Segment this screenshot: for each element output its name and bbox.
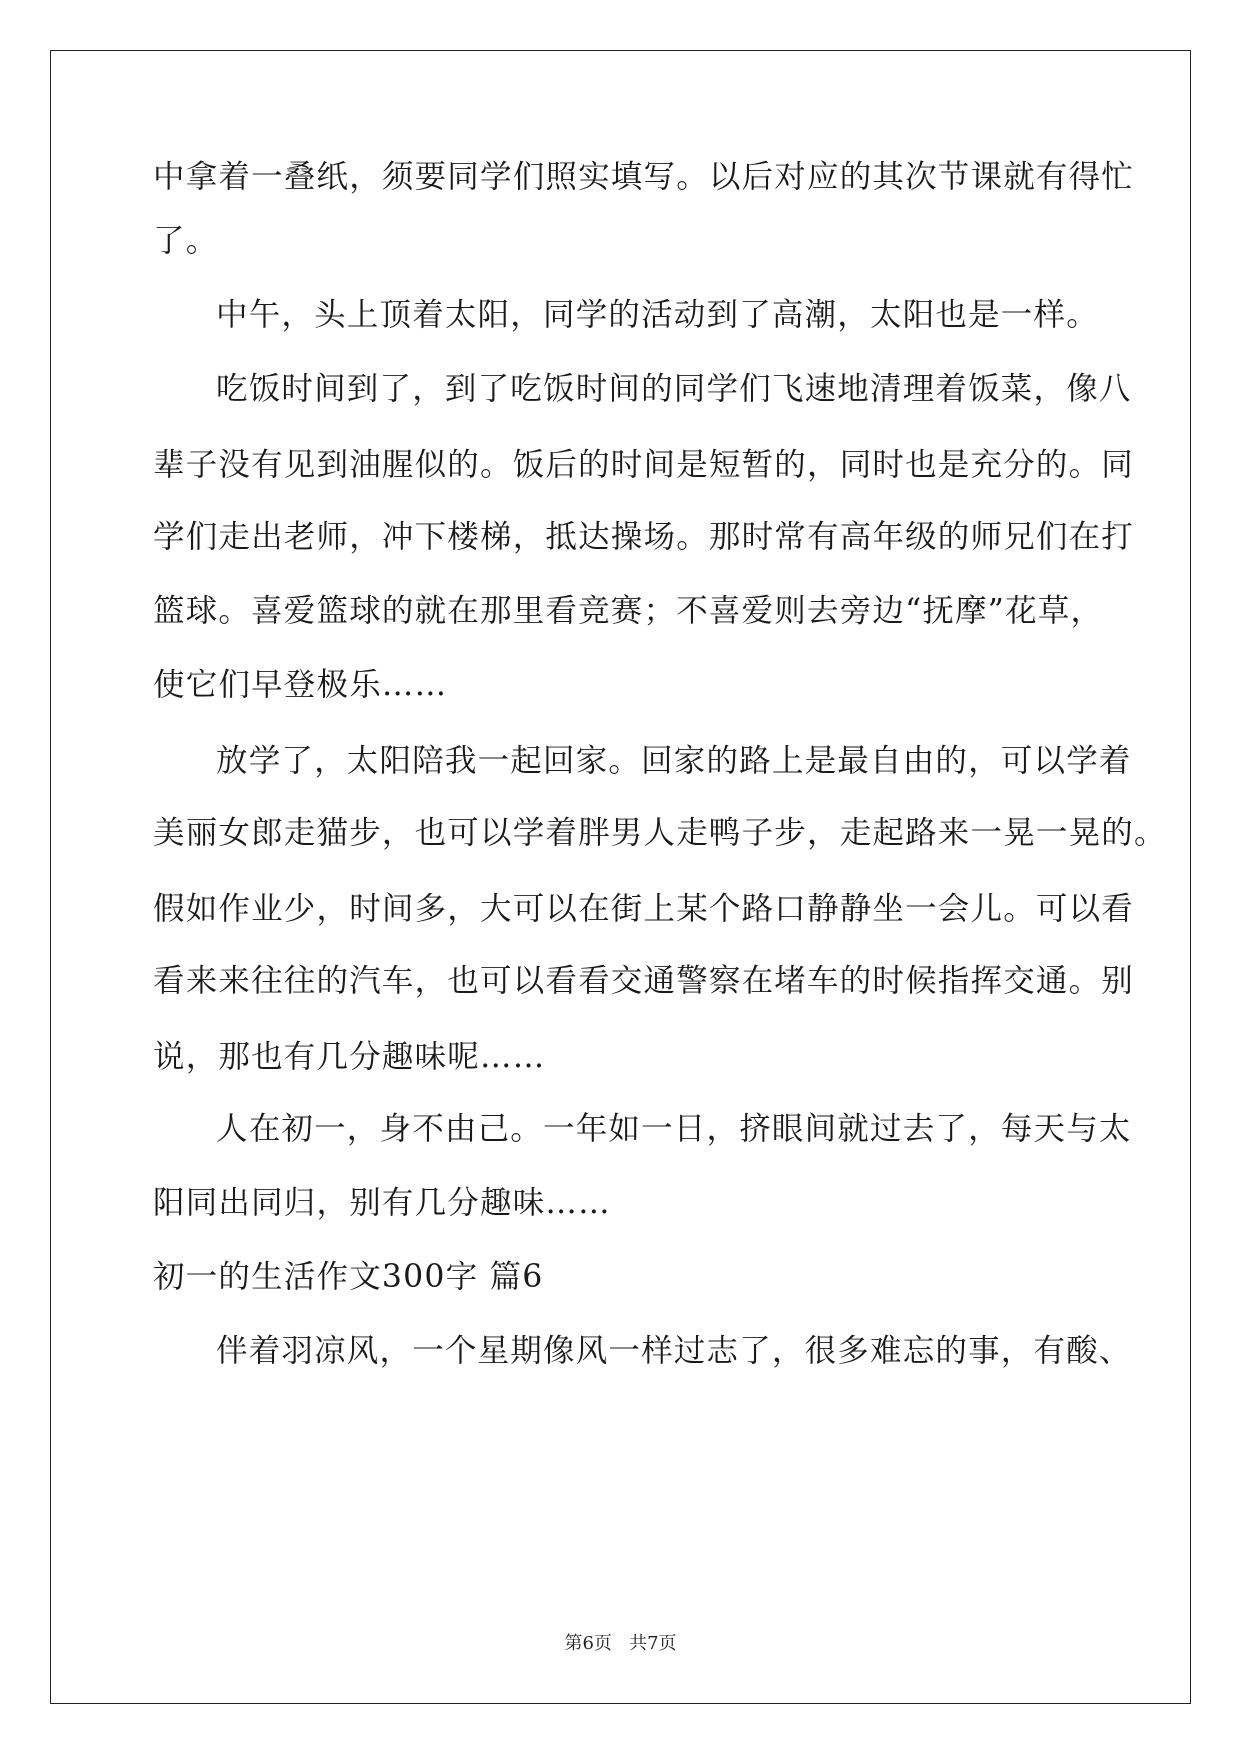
- paragraph-start-line: 人在初一，身不由己。一年如一日，挤眼间就过去了，每天与太: [216, 1111, 1132, 1147]
- paragraph-start-line: 伴着羽凉风，一个星期像风一样过志了，很多难忘的事，有酸、: [216, 1333, 1132, 1369]
- text-line: 美丽女郎走猫步，也可以学着胖男人走鸭子步，走起路来一晃一晃的。: [153, 815, 1167, 851]
- text-line: 说，那也有几分趣味呢……: [153, 1039, 546, 1075]
- paragraph-start-line: 吃饭时间到了，到了吃饭时间的同学们飞速地清理着饭菜，像八: [216, 371, 1132, 407]
- page-number: 第6页: [564, 1633, 612, 1654]
- paragraph-start-line: 放学了，太阳陪我一起回家。回家的路上是最自由的，可以学着: [216, 743, 1132, 779]
- text-line: 阳同出同归，别有几分趣味……: [153, 1185, 611, 1221]
- section-heading: 初一的生活作文300字 篇6: [153, 1259, 544, 1295]
- text-line: 篮球。喜爱篮球的就在那里看竞赛；不喜爱则去旁边“抚摩”花草，: [153, 593, 1104, 629]
- text-line: 使它们早登极乐……: [153, 667, 448, 703]
- page-footer: [0, 1632, 1241, 1656]
- text-line: 看来来往往的汽车，也可以看看交通警察在堵车的时候指挥交通。别: [153, 963, 1135, 999]
- text-line: 假如作业少，时间多，大可以在街上某个路口静静坐一会儿。可以看: [153, 891, 1135, 927]
- text-line: 中拿着一叠纸，须要同学们照实填写。以后对应的其次节课就有得忙: [153, 159, 1135, 195]
- text-line: 辈子没有见到油腥似的。饭后的时间是短暂的，同时也是充分的。同: [153, 447, 1135, 483]
- page-total: 共7页: [629, 1633, 677, 1654]
- text-line: 了。: [153, 223, 219, 259]
- text-line: 学们走出老师，冲下楼梯，抵达操场。那时常有高年级的师兄们在打: [153, 519, 1135, 555]
- paragraph-start-line: 中午，头上顶着太阳，同学的活动到了高潮，太阳也是一样。: [216, 297, 1099, 333]
